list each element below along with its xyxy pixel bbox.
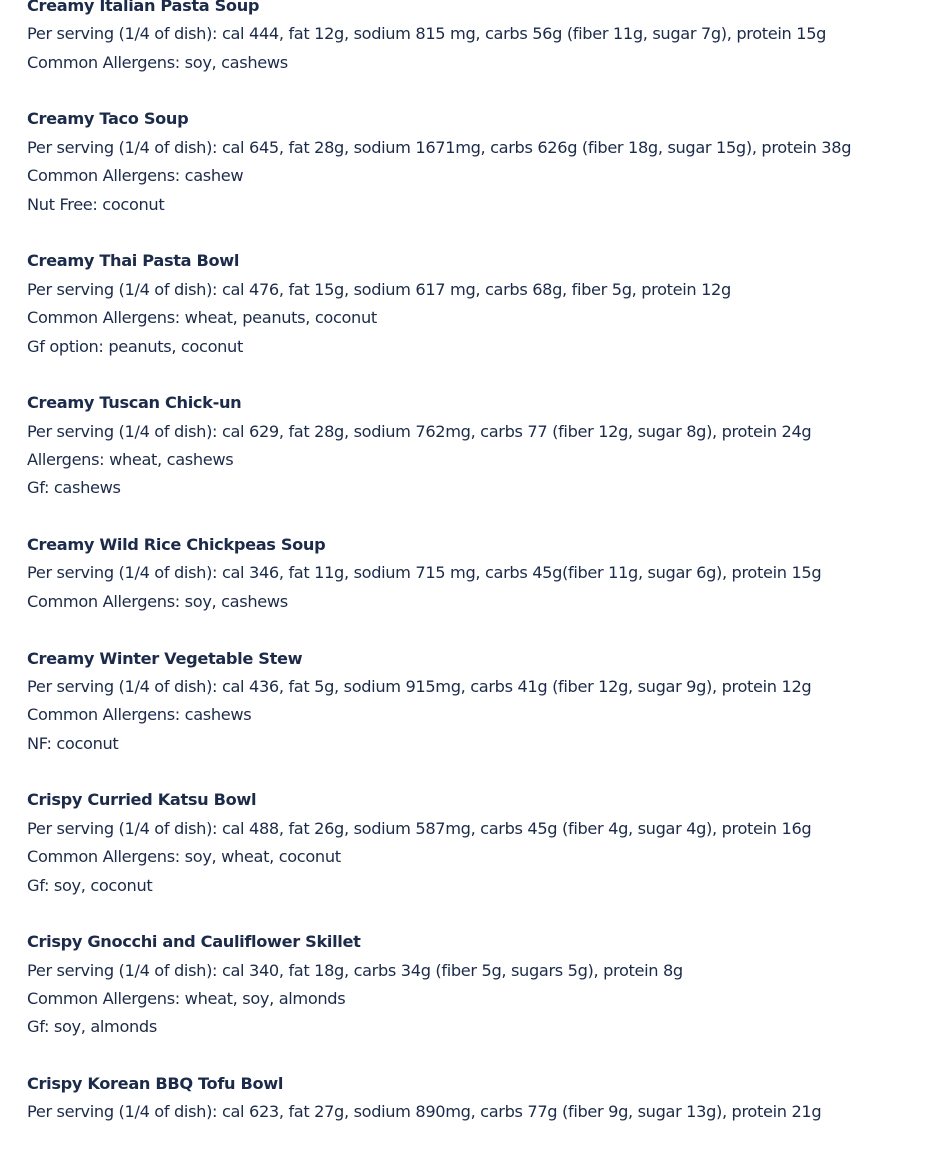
recipe-entry <box>27 928 922 1042</box>
allergen-info-line: Common Allergens: soy, cashews <box>27 591 288 611</box>
recipe-entry <box>27 1070 922 1127</box>
recipe-title: Creamy Italian Pasta Soup <box>27 0 260 15</box>
recipe-title: Crispy Curried Katsu Bowl <box>27 790 257 810</box>
allergen-info-line: Nut Free: coconut <box>27 194 165 214</box>
allergen-info-line: Gf: soy, almonds <box>27 1017 157 1037</box>
recipe-entry <box>27 389 922 503</box>
recipe-title: Creamy Wild Rice Chickpeas Soup <box>27 535 326 555</box>
recipe-entry <box>27 531 922 616</box>
nutrition-facts-line: Per serving (1/4 of dish): cal 476, fat 15g, sodium 617 mg, carbs 68g, fiber 5g, protein 12g <box>27 279 731 299</box>
allergen-info-line: Common Allergens: cashews <box>27 705 252 725</box>
nutrition-facts-line: Per serving (1/4 of dish): cal 340, fat 18g, carbs 34g (fiber 5g, sugars 5g), protein 8g <box>27 960 683 980</box>
allergen-info-line: Common Allergens: cashew <box>27 166 244 186</box>
recipe-title: Creamy Winter Vegetable Stew <box>27 648 303 668</box>
allergen-info-line: Gf option: peanuts, coconut <box>27 336 243 356</box>
allergen-info-line: Common Allergens: wheat, soy, almonds <box>27 989 346 1009</box>
allergen-info-line: NF: coconut <box>27 733 119 753</box>
nutrition-facts-line: Per serving (1/4 of dish): cal 629, fat 28g, sodium 762mg, carbs 77 (fiber 12g, sugar 8g), protein 24g <box>27 421 812 441</box>
recipe-title: Creamy Thai Pasta Bowl <box>27 251 240 271</box>
nutrition-facts-line: Per serving (1/4 of dish): cal 436, fat 5g, sodium 915mg, carbs 41g (fiber 12g, sugar 9g), protein 12g <box>27 676 812 696</box>
recipe-nutrition-list <box>27 0 922 1155</box>
recipe-entry <box>27 786 922 900</box>
recipe-entry <box>27 247 922 361</box>
allergen-info-line: Common Allergens: soy, wheat, coconut <box>27 847 341 867</box>
recipe-entry <box>27 0 922 77</box>
allergen-info-line: Gf: cashews <box>27 478 121 498</box>
allergen-info-line: Common Allergens: soy, cashews <box>27 52 288 72</box>
nutrition-facts-line: Per serving (1/4 of dish): cal 623, fat 27g, sodium 890mg, carbs 77g (fiber 9g, sugar 13g), protein 21g <box>27 1102 822 1122</box>
nutrition-facts-line: Per serving (1/4 of dish): cal 346, fat 11g, sodium 715 mg, carbs 45g(fiber 11g, sugar 6g), protein 15g <box>27 563 822 583</box>
recipe-title: Crispy Korean BBQ Tofu Bowl <box>27 1074 284 1094</box>
nutrition-facts-line: Per serving (1/4 of dish): cal 488, fat 26g, sodium 587mg, carbs 45g (fiber 4g, sugar 4g), protein 16g <box>27 818 812 838</box>
allergen-info-line: Allergens: wheat, cashews <box>27 449 234 469</box>
recipe-title: Crispy Gnocchi and Cauliflower Skillet <box>27 932 361 952</box>
allergen-info-line: Gf: soy, coconut <box>27 875 153 895</box>
recipe-title: Creamy Taco Soup <box>27 109 189 129</box>
recipe-title: Creamy Tuscan Chick-un <box>27 393 242 413</box>
nutrition-facts-line: Per serving (1/4 of dish): cal 645, fat 28g, sodium 1671mg, carbs 626g (fiber 18g, sugar 15g), protein 38g <box>27 137 852 157</box>
recipe-entry <box>27 645 922 759</box>
recipe-entry <box>27 105 922 219</box>
nutrition-facts-line: Per serving (1/4 of dish): cal 444, fat 12g, sodium 815 mg, carbs 56g (fiber 11g, sugar 7g), protein 15g <box>27 24 827 44</box>
allergen-info-line: Common Allergens: wheat, peanuts, coconut <box>27 308 377 328</box>
